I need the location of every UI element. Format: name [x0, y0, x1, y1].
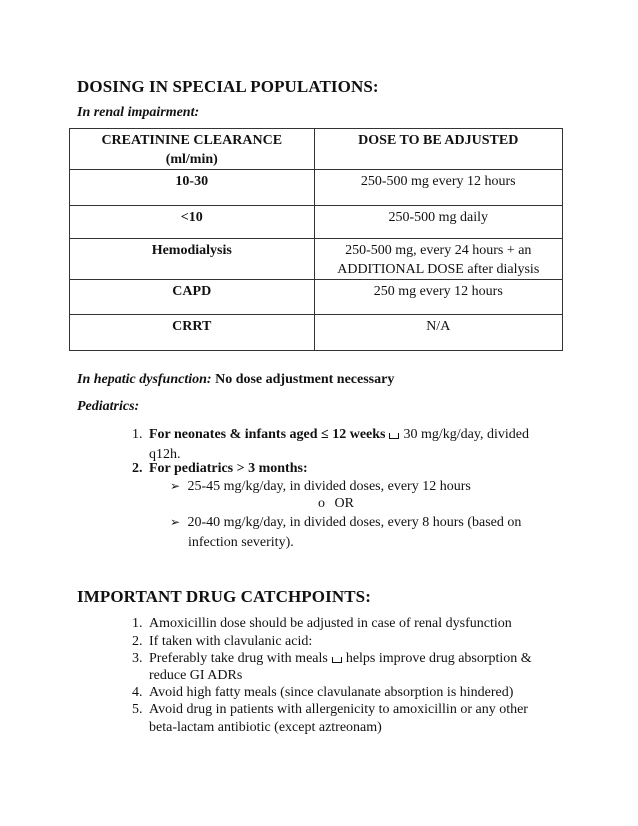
cell-dose: [314, 239, 563, 280]
cell-clearance: <10: [70, 206, 315, 239]
arrow-bullet-icon: ➢: [170, 479, 181, 493]
table-row: [70, 170, 563, 206]
header-clearance-line1: CREATININE CLEARANCE: [101, 133, 283, 148]
arrow-bullet-icon: ➢: [170, 515, 181, 529]
table-row: [70, 206, 563, 239]
item-bold-text: For pediatrics > 3 months:: [149, 461, 308, 476]
pediatrics-label: Pediatrics:: [77, 399, 140, 414]
dash-glyph-icon: [389, 433, 399, 439]
table-row: [70, 315, 563, 351]
cell-dose: N/A: [314, 315, 563, 351]
bullet-text: 25-45 mg/kg/day, in divided doses, every 12 hours: [187, 479, 471, 494]
or-separator: [318, 494, 354, 513]
cell-dose: 250-500 mg every 12 hours: [314, 170, 563, 206]
dash-glyph-icon: [332, 657, 342, 663]
section-title-catchpoints: IMPORTANT DRUG CATCHPOINTS:: [77, 587, 371, 606]
item-number: 4.: [132, 685, 143, 700]
pediatrics-item-2: [132, 459, 308, 478]
renal-dosing-table: [69, 128, 563, 351]
item-text-cont: helps improve drug absorption &: [345, 651, 532, 666]
item-text: Preferably take drug with meals: [149, 651, 328, 666]
header-dose: DOSE TO BE ADJUSTED: [314, 129, 563, 170]
pediatrics-item-1: [132, 425, 529, 444]
item-text: Avoid drug in patients with allergenicity to amoxicillin or any other: [149, 702, 528, 717]
dose-line1: 250-500 mg, every 24 hours + an: [345, 243, 532, 258]
header-creatinine-clearance: [70, 129, 315, 170]
pediatrics-bullet-2-continuation: infection severity).: [188, 535, 294, 550]
item-number: 1.: [132, 427, 143, 442]
header-clearance-line2: (ml/min): [165, 152, 218, 167]
hepatic-text: No dose adjustment necessary: [211, 372, 395, 387]
or-text: OR: [334, 496, 354, 511]
section-title-dosing: DOSING IN SPECIAL POPULATIONS:: [77, 77, 379, 96]
cell-dose: 250-500 mg daily: [314, 206, 563, 239]
item-text: If taken with clavulanic acid:: [149, 634, 313, 649]
item-number: 1.: [132, 616, 143, 631]
pediatrics-item-1-continuation: q12h.: [149, 447, 181, 462]
table-row: [70, 280, 563, 315]
item-text: Amoxicillin dose should be adjusted in case of renal dysfunction: [149, 616, 512, 631]
item-text: 30 mg/kg/day, divided: [403, 427, 529, 442]
circle-bullet-icon: o: [318, 496, 325, 511]
item-text: Avoid high fatty meals (since clavulanate absorption is hindered): [149, 685, 514, 700]
list-item-continuation: reduce GI ADRs: [149, 668, 243, 683]
dose-line2: ADDITIONAL DOSE after dialysis: [337, 262, 540, 277]
bullet-text: 20-40 mg/kg/day, in divided doses, every 8 hours (based on: [187, 515, 522, 530]
list-item: [132, 614, 512, 633]
pediatrics-bullet-2: [170, 513, 521, 532]
hepatic-label: In hepatic dysfunction:: [77, 372, 212, 387]
cell-clearance: CRRT: [70, 315, 315, 351]
renal-impairment-label: In renal impairment:: [77, 105, 200, 120]
cell-clearance: 10-30: [70, 170, 315, 206]
list-item-continuation: beta-lactam antibiotic (except aztreonam): [149, 720, 382, 735]
item-number: 3.: [132, 651, 143, 666]
item-number: 2.: [132, 461, 143, 476]
hepatic-line: [77, 372, 394, 388]
cell-clearance: CAPD: [70, 280, 315, 315]
item-number: 2.: [132, 634, 143, 649]
table-header-row: [70, 129, 563, 170]
list-item: [132, 700, 528, 719]
cell-dose: 250 mg every 12 hours: [314, 280, 563, 315]
table-row: [70, 239, 563, 280]
cell-clearance: Hemodialysis: [70, 239, 315, 280]
item-bold-text: For neonates & infants aged ≤ 12 weeks: [149, 427, 386, 442]
item-number: 5.: [132, 702, 143, 717]
